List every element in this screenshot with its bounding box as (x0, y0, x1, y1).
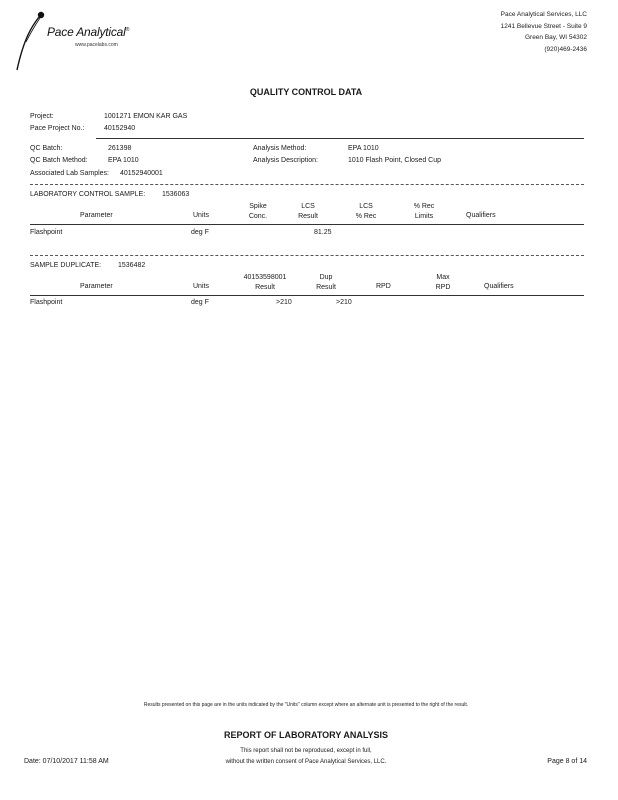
report-date: Date: 07/10/2017 11:58 AM (24, 758, 109, 765)
lcs-row-result: 81.25 (314, 229, 332, 236)
dup-col-max-line2: RPD (435, 284, 451, 291)
lcs-col-spike-line1: Spike (249, 203, 267, 210)
lcs-col-units: Units (193, 212, 209, 219)
page-title: QUALITY CONTROL DATA (249, 87, 363, 97)
lcs-col-spike-line2: Conc. (248, 213, 268, 220)
lcs-id: 1536063 (162, 191, 190, 198)
pace-logo-mark (14, 8, 54, 74)
divider-lcs (30, 255, 584, 256)
dup-col-sample-line1: 40153598001 (243, 274, 287, 281)
address-line-1: Pace Analytical Services, LLC (500, 11, 587, 18)
repro-line-2: without the written consent of Pace Analytical Services, LLC. (225, 759, 387, 765)
project-label: Project: (30, 113, 54, 120)
lcs-col-result-line2: Result (298, 213, 318, 220)
report-title: REPORT OF LABORATORY ANALYSIS (223, 730, 389, 740)
dup-col-sample-line2: Result (255, 284, 275, 291)
lab-address (501, 9, 587, 55)
analysis-method-label: Analysis Method: (253, 145, 307, 152)
lcs-label: LABORATORY CONTROL SAMPLE: (30, 191, 146, 198)
repro-line-1: This report shall not be reproduced, except in full, (240, 748, 372, 754)
address-line-2: 1241 Bellevue Street - Suite 9 (500, 22, 587, 30)
qc-batch-label: QC Batch: (30, 145, 63, 152)
project-value: 1001271 EMON KAR GAS (104, 113, 188, 120)
qc-batch-value: 261398 (108, 145, 132, 152)
analysis-method-value: EPA 1010 (348, 145, 379, 152)
lcs-col-limits (404, 202, 444, 222)
address-line-3: Green Bay, WI 54302 (524, 34, 587, 41)
address-line-4: (920)469-2436 (544, 45, 587, 53)
qc-method-value: EPA 1010 (108, 157, 139, 164)
lcs-col-rec-line1: LCS (359, 203, 373, 210)
dup-row-units: deg F (191, 299, 209, 306)
dup-header-underline (30, 295, 584, 296)
lcs-col-limits-line2: Limits (414, 213, 434, 220)
pace-project-value: 40152940 (104, 125, 136, 132)
lcs-col-rec-line2: % Rec (355, 213, 377, 220)
lcs-col-result-line1: LCS (301, 203, 315, 210)
lcs-col-spike-conc (238, 202, 278, 222)
divider-project (96, 138, 584, 139)
units-note: Results presented on this page are in the units indicated by the "Units" column except where an alternate unit is presented to the right of the result. (143, 702, 469, 708)
analysis-desc-value: 1010 Flash Point, Closed Cup (348, 157, 441, 164)
logo-registered-mark: ® (125, 27, 130, 33)
dup-col-max-rpd (423, 273, 463, 293)
dup-col-max-line1: Max (436, 274, 450, 281)
analysis-desc-label: Analysis Description: (253, 157, 318, 164)
lcs-col-qualifiers: Qualifiers (466, 212, 496, 219)
logo-wordmark (47, 25, 129, 39)
lcs-col-rec (346, 202, 386, 222)
dup-col-qualifiers: Qualifiers (484, 283, 514, 290)
dup-row-result: >210 (276, 299, 292, 306)
assoc-samples-value: 40152940001 (120, 170, 163, 177)
page-number: Page 8 of 14 (547, 758, 587, 765)
dup-id: 1536482 (118, 262, 146, 269)
lcs-row-parameter: Flashpoint (30, 229, 63, 236)
dup-col-units: Units (193, 283, 209, 290)
dup-row-dup: >210 (336, 299, 352, 306)
dup-col-dup-line1: Dup (319, 274, 333, 281)
dup-col-parameter: Parameter (80, 283, 113, 290)
dup-col-dup-line2: Result (316, 284, 336, 291)
dup-col-dup-result (306, 273, 346, 293)
dup-row-parameter: Flashpoint (30, 299, 63, 306)
lcs-header-underline (30, 224, 584, 225)
lcs-col-limits-line1: % Rec (413, 203, 435, 210)
dup-col-sample-result (240, 273, 290, 293)
assoc-samples-label: Associated Lab Samples: (30, 170, 109, 177)
lcs-row-units: deg F (191, 229, 209, 236)
pace-project-label: Pace Project No.: (30, 125, 85, 132)
lcs-col-result (288, 202, 328, 222)
logo-text: Pace Analytical (47, 25, 126, 39)
logo-url: www.pacelabs.com (75, 42, 118, 48)
lcs-col-parameter: Parameter (80, 212, 113, 219)
dup-col-rpd: RPD (376, 283, 391, 290)
divider-batch (30, 184, 584, 185)
qc-method-label: QC Batch Method: (30, 157, 88, 164)
dup-label: SAMPLE DUPLICATE: (30, 262, 102, 269)
